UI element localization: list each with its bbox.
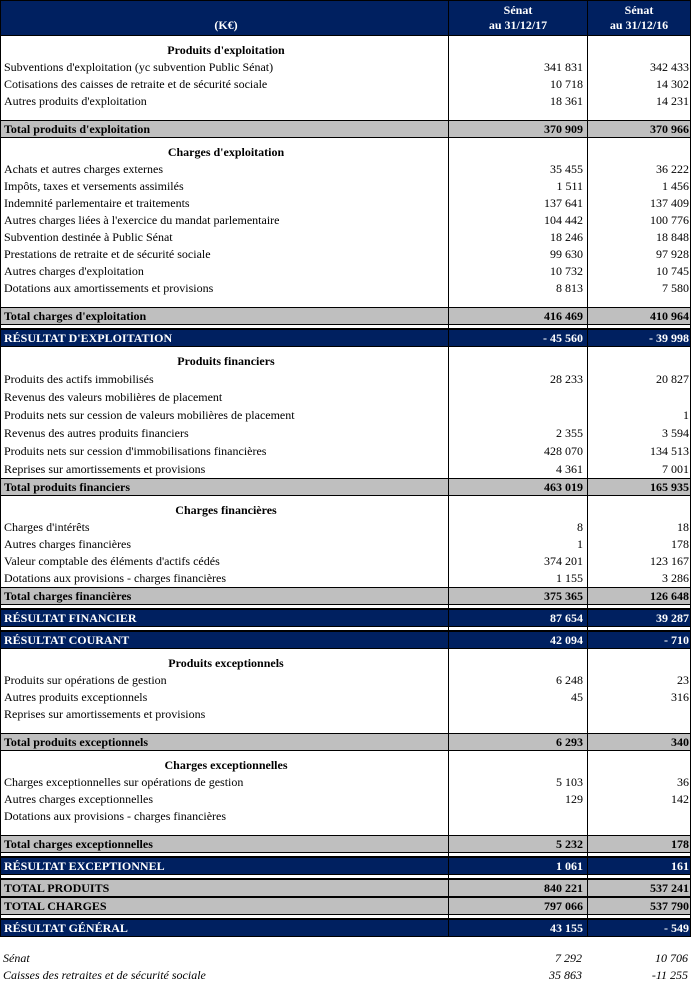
- table-row: [1, 229, 690, 246]
- empty-cell: [448, 875, 587, 878]
- value-2016: - 39 998: [587, 330, 690, 346]
- row-label: RÉSULTAT FINANCIER: [4, 611, 137, 625]
- value-2017: 2 355: [448, 424, 587, 442]
- breakdown-row: [0, 950, 691, 967]
- row-label: RÉSULTAT EXCEPTIONNEL: [4, 859, 165, 873]
- value-2017: 370 909: [448, 121, 587, 137]
- row-label: RÉSULTAT D'EXPLOITATION: [4, 331, 173, 345]
- value-2016: 410 964: [587, 308, 690, 324]
- value-2016: 14 302: [587, 76, 690, 93]
- empty-cell: [1, 875, 448, 878]
- row-label: Total produits exceptionnels: [4, 735, 149, 749]
- row-label: Achats et autres charges externes: [4, 162, 164, 176]
- section-title-row: [1, 649, 690, 672]
- column-header-2016-line1: Sénat: [624, 3, 654, 17]
- empty-cell: [448, 723, 587, 733]
- value-2017: 463 019: [448, 479, 587, 495]
- row-label: Produits nets sur cession de valeurs mobilières de placement: [4, 408, 295, 422]
- table-body: [1, 36, 690, 937]
- value-2017: 7 292: [555, 951, 582, 965]
- section-title: Charges exceptionnelles: [164, 758, 288, 772]
- row-label: Total produits financiers: [4, 480, 131, 494]
- value-2017: 428 070: [448, 442, 587, 460]
- column-header-2016: [587, 1, 690, 35]
- row-label: Revenus des autres produits financiers: [4, 426, 189, 440]
- row-label: Produits sur opérations de gestion: [4, 673, 167, 687]
- empty-cell: [1, 915, 448, 918]
- value-2016: 370 966: [587, 121, 690, 137]
- value-2016: 342 433: [587, 59, 690, 76]
- row-label: Autres charges d'exploitation: [4, 264, 144, 278]
- total-row: [1, 835, 690, 853]
- total-row: [1, 733, 690, 751]
- value-2017: 104 442: [448, 212, 587, 229]
- value-2017: 10 732: [448, 263, 587, 280]
- table-row: [1, 774, 690, 791]
- value-2017: 87 654: [448, 610, 587, 626]
- value-2016: 123 167: [587, 553, 690, 570]
- total-row: [1, 879, 690, 897]
- empty-cell: [587, 875, 690, 878]
- table-row: [1, 553, 690, 570]
- value-2017: [448, 649, 587, 672]
- row-label: Total charges d'exploitation: [4, 309, 147, 323]
- value-2017: [448, 496, 587, 519]
- value-2017: 6 248: [448, 672, 587, 689]
- value-2017: 5 103: [448, 774, 587, 791]
- value-2016: 537 790: [587, 898, 690, 914]
- value-2016: 3 594: [587, 424, 690, 442]
- row-spacer: [1, 825, 690, 835]
- total-row: [1, 587, 690, 605]
- empty-cell: [448, 605, 587, 608]
- empty-cell: [448, 915, 587, 918]
- empty-cell: [587, 627, 690, 630]
- value-2017: 35 455: [448, 161, 587, 178]
- value-2017: 8: [448, 519, 587, 536]
- row-label: Impôts, taxes et versements assimilés: [4, 179, 184, 193]
- table-row: [1, 246, 690, 263]
- value-2016: 3 286: [587, 570, 690, 587]
- row-label: Charges d'intérêts: [4, 520, 90, 534]
- unit-label: (K€): [214, 18, 238, 32]
- value-2017: [448, 36, 587, 59]
- value-2016: [587, 36, 690, 59]
- row-label: Produits des actifs immobilisés: [4, 372, 154, 386]
- value-2016: 7 580: [587, 280, 690, 297]
- value-2016: [587, 706, 690, 723]
- table-row: [1, 808, 690, 825]
- section-title: Charges financières: [175, 503, 277, 517]
- value-2016: 126 648: [587, 588, 690, 604]
- row-label: Valeur comptable des éléments d'actifs cédés: [4, 554, 220, 568]
- row-label: Indemnité parlementaire et traitements: [4, 196, 190, 210]
- row-spacer: [1, 723, 690, 733]
- empty-cell: [1, 723, 448, 733]
- value-2017: 797 066: [448, 898, 587, 914]
- value-2016: 18: [587, 519, 690, 536]
- column-header-2017-line1: Sénat: [503, 3, 533, 17]
- empty-cell: [1, 110, 448, 120]
- empty-cell: [1, 825, 448, 835]
- row-label: RÉSULTAT GÉNÉRAL: [4, 921, 128, 935]
- value-2016: 39 287: [587, 610, 690, 626]
- row-label: Subvention destinée à Public Sénat: [4, 230, 173, 244]
- section-title-row: [1, 496, 690, 519]
- empty-cell: [587, 825, 690, 835]
- value-2017: 8 813: [448, 280, 587, 297]
- value-2017: 5 232: [448, 836, 587, 852]
- value-2017: 43 155: [448, 920, 587, 936]
- row-label: RÉSULTAT COURANT: [4, 633, 130, 647]
- table-row: [1, 212, 690, 229]
- column-header-2016-line2: au 31/12/16: [609, 18, 669, 32]
- value-2017: [448, 138, 587, 161]
- value-2017: 1 511: [448, 178, 587, 195]
- row-label: Dotations aux amortissements et provisions: [4, 281, 214, 295]
- empty-cell: [587, 915, 690, 918]
- value-2016: [587, 388, 690, 406]
- table-row: [1, 59, 690, 76]
- value-2017: 42 094: [448, 632, 587, 648]
- row-label: Autres charges liées à l'exercice du mandat parlementaire: [4, 213, 280, 227]
- row-label: Produits nets sur cession d'immobilisations financières: [4, 444, 267, 458]
- section-title-row: [1, 347, 690, 370]
- table-row: [1, 388, 690, 406]
- empty-cell: [448, 825, 587, 835]
- empty-cell: [587, 723, 690, 733]
- empty-cell: [1, 605, 448, 608]
- value-2017: - 45 560: [448, 330, 587, 346]
- value-2016: -11 255: [651, 968, 688, 982]
- value-2016: [587, 808, 690, 825]
- table-row: [1, 76, 690, 93]
- value-2017: [448, 706, 587, 723]
- result-row: [1, 329, 690, 347]
- table-row: [1, 424, 690, 442]
- row-label: TOTAL CHARGES: [4, 899, 107, 913]
- value-2017: [448, 808, 587, 825]
- row-label: Autres produits d'exploitation: [4, 94, 147, 108]
- row-label: Cotisations des caisses de retraite et de sécurité sociale: [4, 77, 268, 91]
- value-2017: 137 641: [448, 195, 587, 212]
- value-2016: 316: [587, 689, 690, 706]
- value-2016: 100 776: [587, 212, 690, 229]
- column-header-2017: [448, 1, 587, 35]
- row-label: Subventions d'exploitation (yc subvention Public Sénat): [4, 60, 274, 74]
- table-row: [1, 370, 690, 388]
- section-title-row: [1, 751, 690, 774]
- value-2017: 4 361: [448, 460, 587, 478]
- value-2016: - 710: [587, 632, 690, 648]
- value-2016: 1: [587, 406, 690, 424]
- table-row: [1, 689, 690, 706]
- row-label: Revenus des valeurs mobilières de placement: [4, 390, 223, 404]
- empty-cell: [587, 110, 690, 120]
- value-2017: 840 221: [448, 880, 587, 896]
- value-2016: [587, 138, 690, 161]
- value-2016: 20 827: [587, 370, 690, 388]
- row-label: Dotations aux provisions - charges financières: [4, 571, 227, 585]
- value-2016: 142: [587, 791, 690, 808]
- value-2017: 341 831: [448, 59, 587, 76]
- total-row: [1, 307, 690, 325]
- row-label: Charges exceptionnelles sur opérations de gestion: [4, 775, 244, 789]
- empty-cell: [1, 297, 448, 307]
- empty-cell: [448, 297, 587, 307]
- row-label: Autres charges financières: [4, 537, 132, 551]
- result-row: [1, 919, 690, 937]
- value-2016: 134 513: [587, 442, 690, 460]
- value-2017: 28 233: [448, 370, 587, 388]
- value-2016: [587, 649, 690, 672]
- row-label: Total charges financières: [4, 589, 132, 603]
- value-2017: 374 201: [448, 553, 587, 570]
- row-label: Reprises sur amortissements et provisions: [4, 462, 206, 476]
- result-row: [1, 857, 690, 875]
- row-label: Sénat: [3, 951, 30, 965]
- table-row: [1, 706, 690, 723]
- value-2017: 6 293: [448, 734, 587, 750]
- value-2017: [448, 406, 587, 424]
- value-2017: 10 718: [448, 76, 587, 93]
- section-title: Charges d'exploitation: [167, 145, 285, 159]
- value-2017: 45: [448, 689, 587, 706]
- total-row: [1, 478, 690, 496]
- empty-cell: [448, 325, 587, 328]
- table-row: [1, 791, 690, 808]
- empty-cell: [448, 853, 587, 856]
- result-breakdown: [0, 950, 691, 984]
- empty-cell: [587, 853, 690, 856]
- value-2016: 97 928: [587, 246, 690, 263]
- value-2016: 23: [587, 672, 690, 689]
- result-row: [1, 609, 690, 627]
- empty-cell: [448, 110, 587, 120]
- value-2017: 375 365: [448, 588, 587, 604]
- table-row: [1, 93, 690, 110]
- row-label: Total charges exceptionnelles: [4, 837, 153, 851]
- value-2016: 537 241: [587, 880, 690, 896]
- row-spacer: [1, 297, 690, 307]
- table-row: [1, 280, 690, 297]
- section-title-row: [1, 138, 690, 161]
- total-row: [1, 120, 690, 138]
- breakdown-row: [0, 967, 691, 984]
- value-2016: 36 222: [587, 161, 690, 178]
- value-2017: [448, 388, 587, 406]
- empty-cell: [587, 325, 690, 328]
- table-row: [1, 195, 690, 212]
- value-2016: 137 409: [587, 195, 690, 212]
- value-2017: 129: [448, 791, 587, 808]
- value-2016: [587, 751, 690, 774]
- value-2016: 10 745: [587, 263, 690, 280]
- value-2016: 165 935: [587, 479, 690, 495]
- row-label: Total produits d'exploitation: [4, 122, 151, 136]
- total-row: [1, 897, 690, 915]
- table-row: [1, 442, 690, 460]
- table-row: [1, 672, 690, 689]
- table-row: [1, 161, 690, 178]
- value-2016: 36: [587, 774, 690, 791]
- empty-cell: [1, 627, 448, 630]
- empty-cell: [1, 325, 448, 328]
- table-row: [1, 460, 690, 478]
- table-row: [1, 178, 690, 195]
- value-2017: 1: [448, 536, 587, 553]
- value-2016: 178: [587, 836, 690, 852]
- section-title-row: [1, 36, 690, 59]
- section-title: Produits exceptionnels: [168, 656, 284, 670]
- row-label: TOTAL PRODUITS: [4, 881, 110, 895]
- value-2016: 340: [587, 734, 690, 750]
- value-2017: 18 361: [448, 93, 587, 110]
- value-2016: 14 231: [587, 93, 690, 110]
- table-row: [1, 263, 690, 280]
- table-header: [1, 1, 690, 36]
- value-2017: [448, 751, 587, 774]
- row-spacer: [1, 110, 690, 120]
- value-2016: 7 001: [587, 460, 690, 478]
- value-2016: 178: [587, 536, 690, 553]
- value-2016: 1 456: [587, 178, 690, 195]
- value-2017: 35 863: [549, 968, 582, 982]
- result-row: [1, 631, 690, 649]
- value-2016: - 549: [587, 920, 690, 936]
- empty-cell: [448, 627, 587, 630]
- value-2017: 99 630: [448, 246, 587, 263]
- row-label: Dotations aux provisions - charges financières: [4, 809, 227, 823]
- table-row: [1, 519, 690, 536]
- section-title: Produits financiers: [177, 354, 275, 368]
- row-label: Prestations de retraite et de sécurité sociale: [4, 247, 211, 261]
- empty-cell: [587, 297, 690, 307]
- value-2016: 18 848: [587, 229, 690, 246]
- row-label: Reprises sur amortissements et provisions: [4, 707, 206, 721]
- section-title: Produits d'exploitation: [167, 43, 285, 57]
- column-header-2017-line2: au 31/12/17: [488, 18, 548, 32]
- value-2016: 10 706: [655, 951, 688, 965]
- value-2017: [448, 347, 587, 370]
- value-2017: 416 469: [448, 308, 587, 324]
- row-label: Autres produits exceptionnels: [4, 690, 148, 704]
- value-2016: [587, 347, 690, 370]
- value-2016: [587, 496, 690, 519]
- table-row: [1, 536, 690, 553]
- value-2016: 161: [587, 858, 690, 874]
- table-row: [1, 570, 690, 587]
- empty-cell: [587, 605, 690, 608]
- value-2017: 18 246: [448, 229, 587, 246]
- row-label: Caisses des retraites et de sécurité sociale: [3, 968, 206, 982]
- table-row: [1, 406, 690, 424]
- value-2017: 1 061: [448, 858, 587, 874]
- value-2017: 1 155: [448, 570, 587, 587]
- empty-cell: [1, 853, 448, 856]
- row-label: Autres charges exceptionnelles: [4, 792, 154, 806]
